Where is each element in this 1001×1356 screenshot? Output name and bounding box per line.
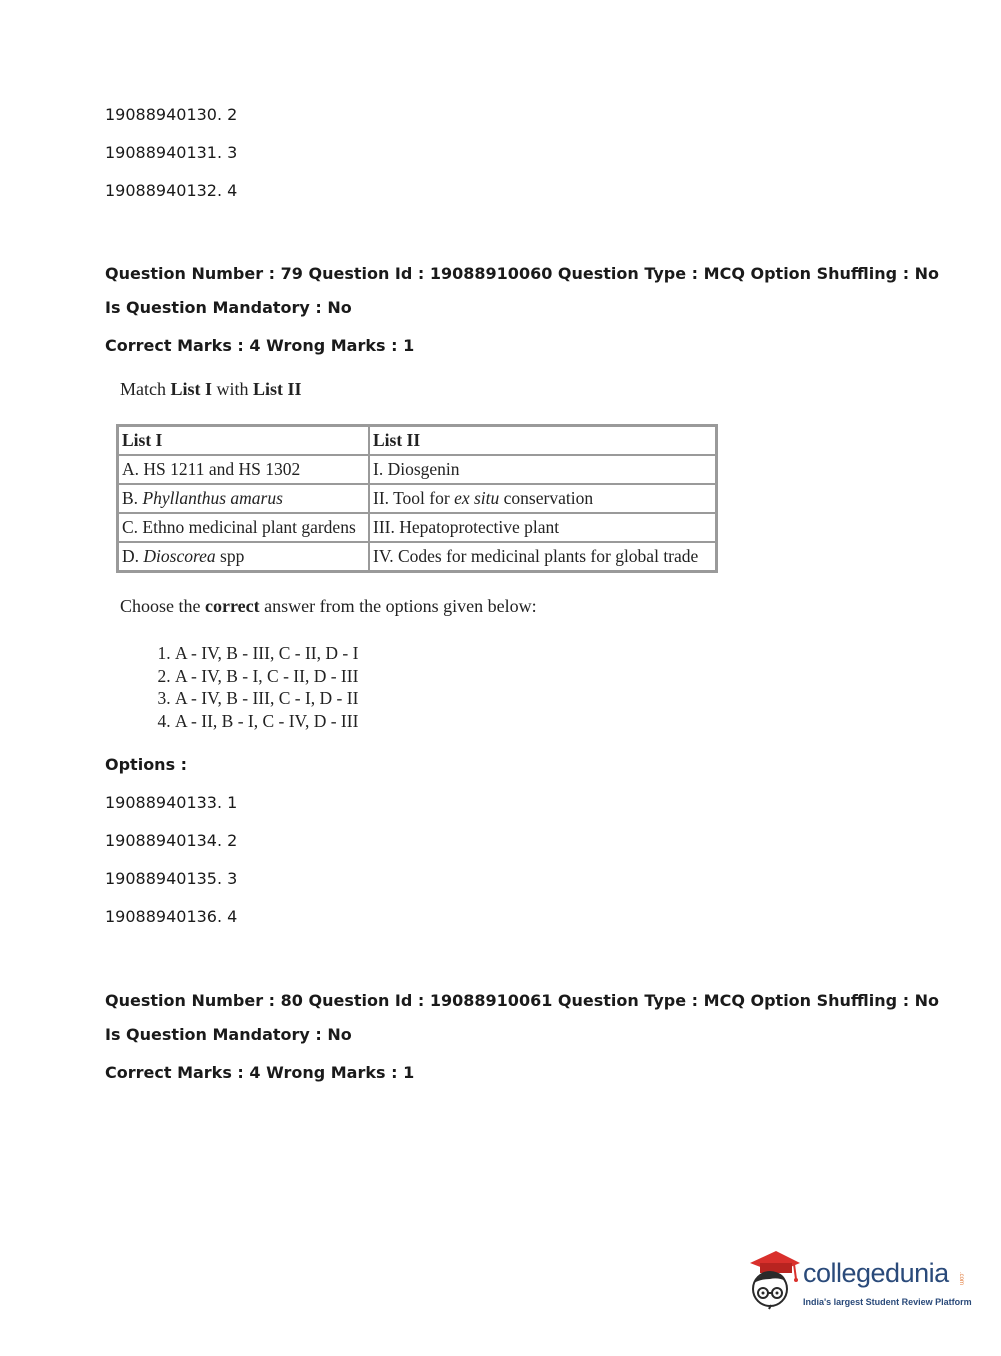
answer-item: 3. A - IV, B - III, C - I, D - II	[175, 687, 358, 710]
table-header-row	[118, 426, 716, 455]
answer-item: 1. A - IV, B - III, C - II, D - I	[175, 642, 358, 665]
match-table	[116, 424, 718, 573]
option-item: 19088940132. 4	[105, 181, 238, 200]
table-row	[118, 513, 716, 542]
options-label: Options :	[105, 755, 188, 774]
question-prompt: Match List I with List II	[120, 379, 302, 399]
table-cell: I. Diosgenin	[369, 455, 716, 484]
option-item: 19088940131. 3	[105, 143, 238, 162]
table-cell: A. HS 1211 and HS 1302	[118, 455, 369, 484]
brand-com: .com	[958, 1272, 964, 1286]
column-header: List II	[369, 426, 716, 455]
table-row	[118, 484, 716, 513]
brand-tagline: India's largest Student Review Platform	[803, 1297, 972, 1307]
brand-name: collegedunia	[803, 1258, 949, 1288]
column-header: List I	[118, 426, 369, 455]
question-mandatory: Is Question Mandatory : No	[105, 298, 352, 317]
option-item: 19088940130. 2	[105, 105, 238, 124]
question-header: Question Number : 80 Question Id : 19088910061 Question Type : MCQ Option Shuffling : No	[105, 991, 940, 1010]
question-marks: Correct Marks : 4 Wrong Marks : 1	[105, 336, 415, 355]
question-header: Question Number : 79 Question Id : 19088910060 Question Type : MCQ Option Shuffling : No	[105, 264, 940, 283]
answer-item: 2. A - IV, B - I, C - II, D - III	[175, 665, 358, 688]
table-cell: II. Tool for ex situ conservation	[369, 484, 716, 513]
answer-list	[120, 642, 358, 733]
table-cell: III. Hepatoprotective plant	[369, 513, 716, 542]
question-marks: Correct Marks : 4 Wrong Marks : 1	[105, 1063, 415, 1082]
answer-item: 4. A - II, B - I, C - IV, D - III	[175, 710, 358, 733]
question-mandatory: Is Question Mandatory : No	[105, 1025, 352, 1044]
option-item: 19088940135. 3	[105, 869, 238, 888]
table-cell: C. Ethno medicinal plant gardens	[118, 513, 369, 542]
collegedunia-logo-icon	[742, 1249, 802, 1311]
table-row	[118, 542, 716, 571]
option-item: 19088940134. 2	[105, 831, 238, 850]
choose-instruction: Choose the correct answer from the options given below:	[120, 596, 537, 616]
table-cell: D. Dioscorea spp	[118, 542, 369, 571]
table-cell: IV. Codes for medicinal plants for global trade	[369, 542, 716, 571]
table-row	[118, 455, 716, 484]
option-item: 19088940136. 4	[105, 907, 238, 926]
option-item: 19088940133. 1	[105, 793, 238, 812]
table-cell: B. Phyllanthus amarus	[118, 484, 369, 513]
